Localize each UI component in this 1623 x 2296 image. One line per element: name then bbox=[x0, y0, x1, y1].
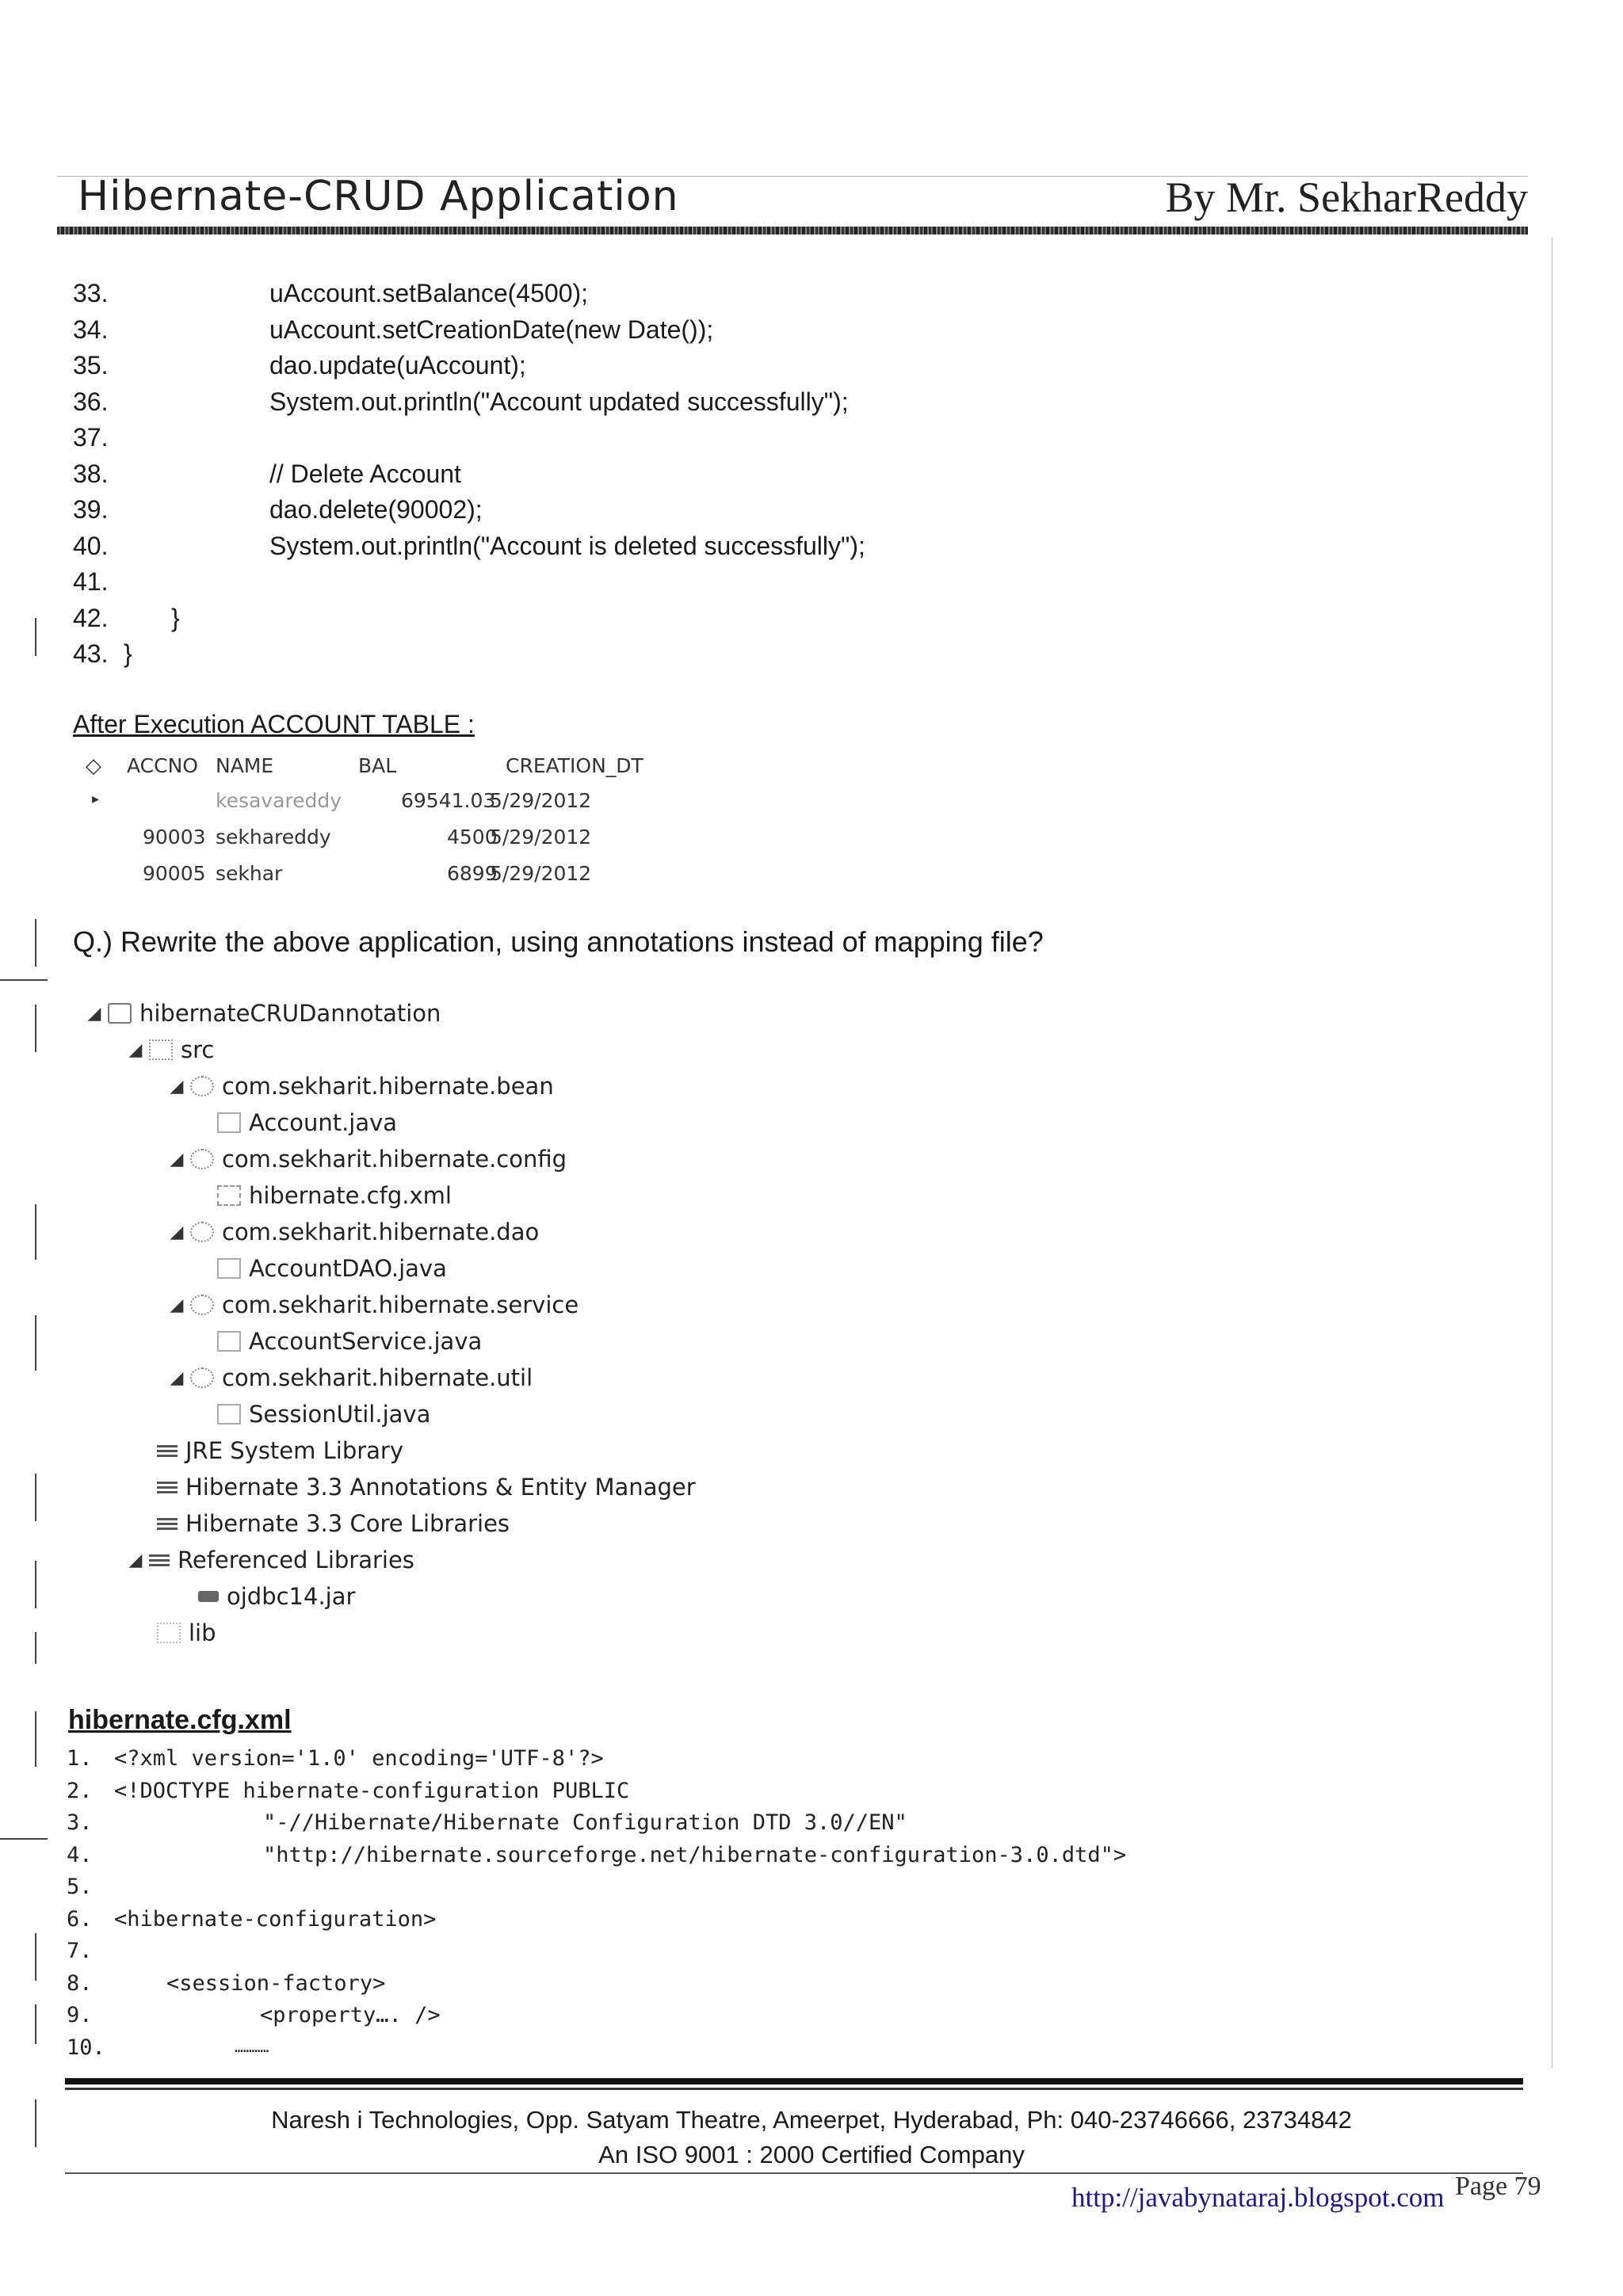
java-code-block bbox=[0, 276, 1623, 680]
xml-line: "http://hibernate.sourceforge.net/hibernate-configuration-3.0.dtd"> bbox=[263, 1842, 1127, 1867]
expand-arrow-icon[interactable]: ◢ bbox=[128, 1039, 143, 1060]
footer-rule bbox=[65, 2088, 1523, 2090]
tree-item-label: lib bbox=[189, 1619, 216, 1646]
tree-item-file[interactable] bbox=[212, 1109, 397, 1136]
header-rule bbox=[57, 227, 1528, 235]
question-text: Q.) Rewrite the above application, using annotations instead of mapping file? bbox=[73, 925, 1044, 958]
tree-item-label: hibernateCRUDannotation bbox=[139, 1000, 441, 1027]
tree-item-label: Hibernate 3.3 Annotations & Entity Manager bbox=[185, 1474, 696, 1501]
code-comment: // Delete Account bbox=[269, 459, 461, 488]
tree-item-label: com.sekharit.hibernate.bean bbox=[222, 1073, 554, 1100]
library-icon bbox=[157, 1517, 178, 1530]
tree-item-label: com.sekharit.hibernate.dao bbox=[222, 1219, 540, 1245]
column-header: CREATION_DT bbox=[506, 754, 643, 777]
code-line: uAccount.setBalance(4500); bbox=[269, 279, 589, 307]
column-header: ACCNO bbox=[127, 754, 198, 777]
tree-item-jar[interactable] bbox=[193, 1583, 355, 1610]
tree-item-label: src bbox=[181, 1036, 215, 1063]
line-number: 39. bbox=[73, 495, 109, 524]
line-number: 10. bbox=[67, 2035, 105, 2060]
code-line: } bbox=[171, 603, 180, 632]
table-cell-date: 5/29/2012 bbox=[490, 826, 592, 849]
tree-item-label: com.sekharit.hibernate.config bbox=[222, 1146, 567, 1173]
tree-item-library[interactable] bbox=[152, 1474, 696, 1501]
project-explorer-tree bbox=[0, 1000, 1623, 1665]
tree-item-library[interactable] bbox=[152, 1510, 510, 1537]
tree-item-label: Account.java bbox=[249, 1109, 398, 1136]
tree-item-file[interactable] bbox=[212, 1255, 447, 1282]
account-table bbox=[0, 753, 1623, 895]
xml-line: <hibernate-configuration> bbox=[114, 1906, 437, 1932]
tree-item-src[interactable] bbox=[127, 1036, 214, 1063]
tree-item-project[interactable] bbox=[86, 1000, 441, 1027]
code-line: System.out.println("Account updated successfully"); bbox=[269, 387, 849, 416]
code-line: uAccount.setCreationDate(new Date()); bbox=[269, 315, 714, 344]
table-key-icon: ◇ bbox=[86, 754, 101, 778]
expand-arrow-icon[interactable]: ◢ bbox=[170, 1367, 184, 1388]
package-icon bbox=[190, 1222, 214, 1242]
expand-arrow-icon[interactable]: ◢ bbox=[128, 1550, 143, 1570]
java-file-icon bbox=[217, 1258, 241, 1279]
margin-mark bbox=[0, 979, 48, 981]
source-folder-icon bbox=[149, 1039, 173, 1060]
line-number: 6. bbox=[67, 1906, 93, 1932]
line-number: 43. bbox=[73, 639, 109, 668]
library-icon bbox=[149, 1554, 170, 1566]
tree-item-package[interactable] bbox=[168, 1364, 533, 1391]
footer-rule bbox=[65, 2078, 1523, 2084]
package-icon bbox=[190, 1149, 214, 1169]
expand-arrow-icon[interactable]: ◢ bbox=[170, 1149, 184, 1169]
table-cell-bal: 4500 bbox=[447, 826, 498, 849]
line-number: 9. bbox=[67, 2003, 93, 2027]
tree-item-package[interactable] bbox=[168, 1291, 579, 1318]
page-header-title: Hibernate-CRUD Application bbox=[78, 173, 679, 220]
library-icon bbox=[157, 1481, 178, 1493]
row-pointer-icon: ▸ bbox=[92, 791, 100, 807]
tree-item-label: Referenced Libraries bbox=[178, 1547, 414, 1573]
line-number: 40. bbox=[73, 531, 109, 560]
table-cell-date: 5/29/2012 bbox=[490, 862, 592, 885]
package-icon bbox=[190, 1076, 214, 1097]
footer-address: Naresh i Technologies, Opp. Satyam Theatre, Ameerpet, Hyderabad, Ph: 040-23746666, 23734842 bbox=[271, 2106, 1352, 2134]
code-line: } bbox=[124, 639, 132, 668]
tree-item-label: AccountDAO.java bbox=[249, 1255, 447, 1282]
blog-url-link[interactable]: http://javabynataraj.blogspot.com bbox=[1071, 2182, 1445, 2213]
line-number: 7. bbox=[67, 1939, 93, 1963]
after-execution-heading: After Execution ACCOUNT TABLE : bbox=[73, 710, 475, 738]
xml-code-block bbox=[0, 1743, 1623, 2068]
xml-section-heading: hibernate.cfg.xml bbox=[68, 1705, 292, 1735]
column-header: BAL bbox=[358, 754, 397, 777]
tree-item-label: SessionUtil.java bbox=[249, 1401, 431, 1428]
java-file-icon bbox=[217, 1331, 241, 1352]
tree-item-label: hibernate.cfg.xml bbox=[249, 1182, 452, 1209]
table-cell-date: 5/29/2012 bbox=[490, 789, 592, 812]
tree-item-label: ojdbc14.jar bbox=[227, 1583, 356, 1610]
tree-item-file[interactable] bbox=[212, 1182, 452, 1209]
tree-item-label: com.sekharit.hibernate.service bbox=[222, 1291, 579, 1318]
folder-icon bbox=[157, 1623, 181, 1643]
table-cell-name: sekhar bbox=[216, 862, 283, 885]
tree-item-library[interactable] bbox=[152, 1437, 403, 1464]
page-header-author: By Mr. SekharReddy bbox=[1165, 174, 1528, 221]
line-number: 2. bbox=[67, 1778, 93, 1803]
line-number: 33. bbox=[73, 279, 109, 307]
tree-item-package[interactable] bbox=[168, 1073, 554, 1100]
package-icon bbox=[190, 1367, 214, 1388]
footer-certification: An ISO 9001 : 2000 Certified Company bbox=[598, 2141, 1025, 2168]
line-number: 36. bbox=[73, 387, 109, 416]
line-number: 41. bbox=[73, 567, 109, 596]
tree-item-library[interactable] bbox=[127, 1547, 414, 1573]
line-number: 34. bbox=[73, 315, 109, 344]
xml-line: ………… bbox=[235, 2039, 269, 2056]
line-number: 3. bbox=[67, 1810, 93, 1835]
tree-item-package[interactable] bbox=[168, 1146, 567, 1173]
java-file-icon bbox=[217, 1112, 241, 1133]
expand-arrow-icon[interactable]: ◢ bbox=[170, 1076, 184, 1097]
expand-arrow-icon[interactable]: ◢ bbox=[170, 1222, 184, 1242]
xml-line: <session-factory> bbox=[166, 1970, 386, 1996]
line-number: 35. bbox=[73, 351, 109, 379]
tree-item-label: AccountService.java bbox=[249, 1328, 483, 1355]
table-cell-name: sekhareddy bbox=[216, 826, 331, 849]
code-line: dao.update(uAccount); bbox=[269, 351, 526, 379]
project-icon bbox=[108, 1003, 132, 1024]
table-cell-accno: 90005 bbox=[143, 862, 206, 885]
xml-line: "-//Hibernate/Hibernate Configuration DTD 3.0//EN" bbox=[263, 1810, 907, 1835]
xml-line: <!DOCTYPE hibernate-configuration PUBLIC bbox=[114, 1778, 630, 1803]
xml-file-icon bbox=[217, 1185, 241, 1206]
tree-item-folder[interactable] bbox=[152, 1619, 216, 1646]
code-line: dao.delete(90002); bbox=[269, 495, 483, 524]
xml-line: <?xml version='1.0' encoding='UTF-8'?> bbox=[114, 1746, 604, 1771]
line-number: 4. bbox=[67, 1842, 93, 1867]
tree-item-package[interactable] bbox=[168, 1219, 539, 1245]
tree-item-file[interactable] bbox=[212, 1328, 482, 1355]
tree-item-label: com.sekharit.hibernate.util bbox=[222, 1364, 533, 1391]
tree-item-label: Hibernate 3.3 Core Libraries bbox=[185, 1510, 510, 1537]
package-icon bbox=[190, 1295, 214, 1315]
line-number: 5. bbox=[67, 1875, 93, 1899]
table-cell-bal: 69541.03 bbox=[401, 789, 496, 812]
line-number: 38. bbox=[73, 459, 109, 488]
expand-arrow-icon[interactable]: ◢ bbox=[87, 1003, 101, 1024]
tree-item-file[interactable] bbox=[212, 1401, 430, 1428]
tree-item-label: JRE System Library bbox=[185, 1437, 404, 1464]
column-header: NAME bbox=[216, 754, 274, 777]
table-cell-name: kesavareddy bbox=[216, 789, 342, 812]
code-line: System.out.println("Account is deleted successfully"); bbox=[269, 531, 865, 560]
line-number: 37. bbox=[73, 423, 109, 452]
table-cell-bal: 6899 bbox=[447, 862, 498, 885]
xml-line: <property…. /> bbox=[260, 2003, 441, 2027]
footer-bottom-rule bbox=[65, 2172, 1523, 2174]
line-number: 8. bbox=[67, 1970, 93, 1996]
library-icon bbox=[157, 1444, 178, 1457]
table-cell-accno: 90003 bbox=[143, 826, 206, 849]
expand-arrow-icon[interactable]: ◢ bbox=[170, 1295, 184, 1315]
margin-mark bbox=[35, 919, 36, 967]
page-number: Page 79 bbox=[1455, 2172, 1541, 2201]
line-number: 1. bbox=[67, 1746, 93, 1771]
jar-icon bbox=[198, 1591, 219, 1602]
line-number: 42. bbox=[73, 603, 109, 632]
java-file-icon bbox=[217, 1404, 241, 1425]
